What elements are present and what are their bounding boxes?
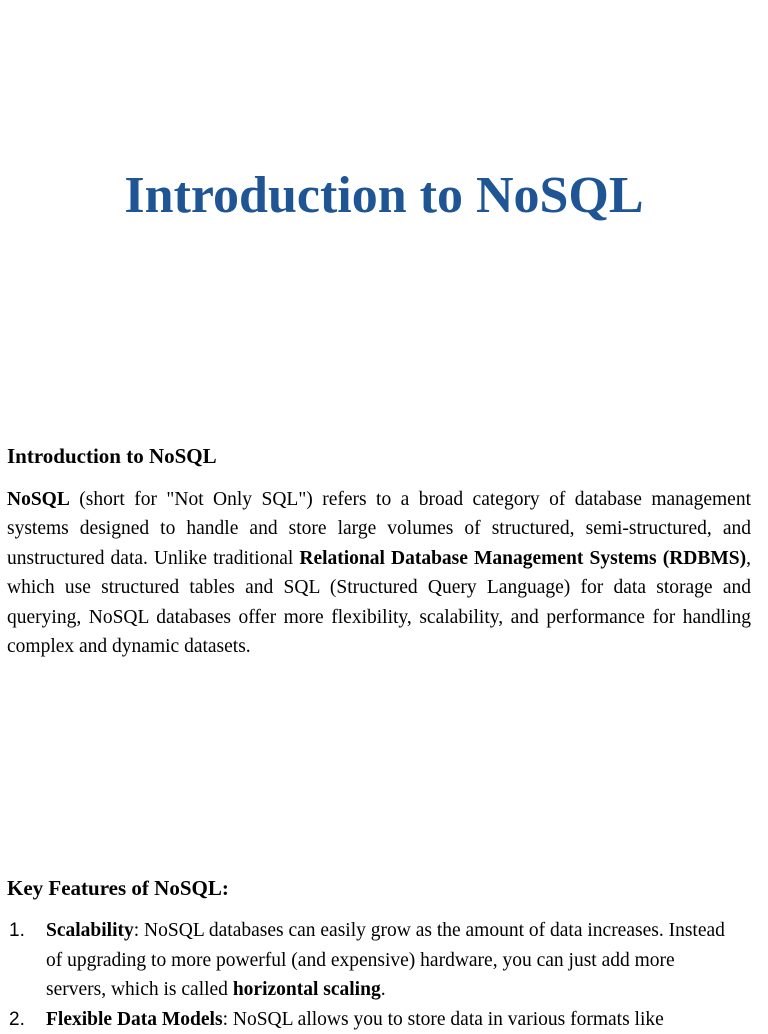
feature-number: 1. (9, 920, 25, 941)
feature-text: : NoSQL allows you to store data in various formats like (222, 1008, 664, 1030)
intro-paragraph (7, 485, 751, 661)
intro-term-nosql: NoSQL (7, 489, 70, 510)
features-heading: Key Features of NoSQL: (7, 876, 229, 900)
feature-text: : NoSQL databases can easily grow as the amount of data increases. Instead of upgrading to more powerful (and expensive) hardware, you can just add more servers, which is called (46, 920, 725, 1001)
feature-term-horizontal-scaling: horizontal scaling (232, 979, 381, 1001)
feature-term-flexible-data-models: Flexible Data Models (46, 1008, 223, 1030)
feature-item-scalability (0, 916, 736, 1005)
intro-text-1: (short for "Not Only SQL") refers to a broad category of database management systems designed to handle and store large volumes of structured, semi-structured, and unstructured data. Unlike traditional (7, 489, 751, 569)
intro-heading: Introduction to NoSQL (7, 444, 217, 468)
feature-number: 2. (9, 1008, 25, 1030)
feature-term-scalability: Scalability (46, 920, 134, 941)
feature-text-end: . (380, 979, 386, 1001)
features-list (0, 916, 768, 1034)
feature-item-flexible-data-models (0, 1005, 736, 1034)
intro-text-2: , which use structured tables and SQL (Structured Query Language) for data storage and querying, NoSQL databases offer more flexibility, scalability, and performance for handling complex and dynamic datasets. (7, 547, 751, 658)
document-title: Introduction to NoSQL (124, 167, 644, 224)
intro-term-rdbms: Relational Database Management Systems (RDBMS) (299, 547, 747, 569)
